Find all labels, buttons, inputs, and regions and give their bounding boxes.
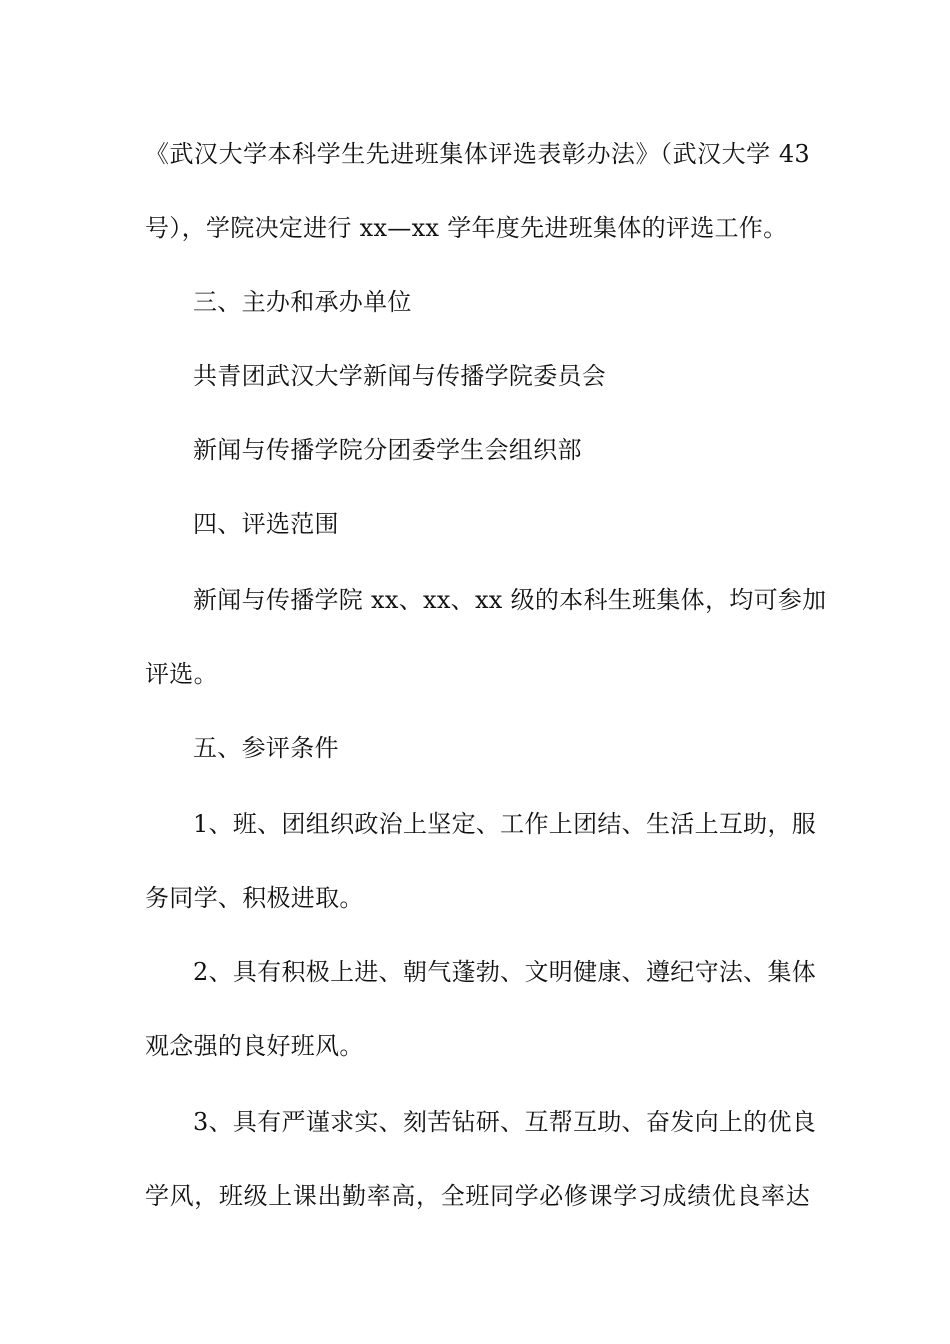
list-item-line: 学风，班级上课出勤率高，全班同学必修课学习成绩优良率达 xyxy=(145,1182,810,1210)
paragraph-line: 共青团武汉大学新闻与传播学院委员会 xyxy=(193,362,607,390)
paragraph-line: 新闻与传播学院分团委学生会组织部 xyxy=(193,436,582,464)
paragraph-line: 评选。 xyxy=(145,660,218,688)
list-item-line: 2、具有积极上进、朝气蓬勃、文明健康、遵纪守法、集体 xyxy=(193,958,817,986)
section-heading: 三、主办和承办单位 xyxy=(193,288,412,316)
section-heading: 五、参评条件 xyxy=(193,734,339,762)
list-item-line: 3、具有严谨求实、刻苦钻研、互帮互助、奋发向上的优良 xyxy=(193,1108,817,1136)
paragraph-line: 号），学院决定进行 xx—xx 学年度先进班集体的评选工作。 xyxy=(145,214,788,242)
list-item-line: 务同学、积极进取。 xyxy=(145,884,364,912)
list-item-line: 观念强的良好班风。 xyxy=(145,1032,364,1060)
paragraph-line: 新闻与传播学院 xx、xx、xx 级的本科生班集体，均可参加 xyxy=(193,586,827,614)
paragraph-line: 《武汉大学本科学生先进班集体评选表彰办法》（武汉大学 43 xyxy=(145,140,810,168)
section-heading: 四、评选范围 xyxy=(193,510,339,538)
list-item-line: 1、班、团组织政治上坚定、工作上团结、生活上互助，服 xyxy=(193,810,817,838)
